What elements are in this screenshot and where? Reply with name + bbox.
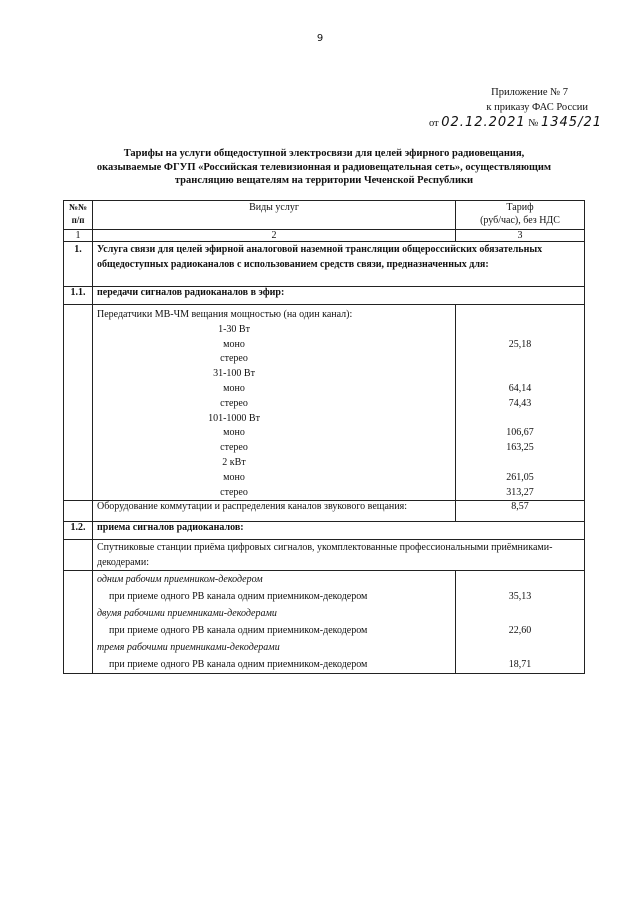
column-number-row: 1 2 3: [64, 230, 585, 242]
receivers-description: одним рабочим приемником-декодером при приеме одного РВ канала одним приемником-декодером двумя рабочими приемниками-декодерами при приеме одного РВ канала одним приемником-декодером тремя рабочими приемниками-декодерами при приеме одного РВ канала одним приемником-декодером: [93, 571, 456, 674]
transmitters-intro: Передатчики МВ-ЧМ вещания мощностью (на один канал):: [97, 309, 353, 320]
title-line-2: оказываемые ФГУП «Российская телевизионная и радиовещательная сеть», осуществляющим: [96, 161, 552, 173]
receivers-row: [64, 571, 585, 674]
receivers-values: 35,13 22,60 18,71: [456, 571, 585, 674]
handwritten-order-number: 1345/21: [540, 115, 602, 130]
document-title: [60, 147, 588, 188]
satellite-row: [64, 540, 585, 571]
equipment-text: Оборудование коммутации и распределения каналов звукового вещания:: [93, 501, 456, 522]
table-header-row: [64, 201, 585, 230]
equipment-row: [64, 501, 585, 522]
header-services: Виды услуг: [93, 201, 456, 230]
satellite-text: Спутниковые станции приёма цифровых сигналов, укомплектованные профессиональными приёмниками-декодерами:: [93, 540, 585, 571]
appendix-date-line: [429, 115, 602, 131]
header-tariff: Тариф (руб/час), без НДС: [456, 201, 585, 230]
section-text: Услуга связи для целей эфирной аналоговой наземной трансляции общероссийских обязательных общедоступных радиоканалов с использованием средств связи, предназначенных для:: [93, 242, 585, 287]
transmitters-row: [64, 305, 585, 501]
appendix-from-label: от: [428, 118, 439, 129]
section-number: 1.: [64, 242, 93, 287]
transmitters-description: Передатчики МВ-ЧМ вещания мощностью (на один канал): 1-30 Вт моно стерео 31-100 Вт моно стерео 101-1000 Вт моно стерео 2 кВт моно стерео: [93, 305, 456, 501]
tariff-table: [63, 200, 585, 674]
section-text: приема сигналов радиоканалов:: [93, 522, 585, 540]
appendix-order-ref: к приказу ФАС России: [486, 102, 588, 113]
section-number: 1.2.: [64, 522, 93, 540]
section-number: 1.1.: [64, 287, 93, 305]
handwritten-date: 02.12.2021: [441, 115, 526, 130]
appendix-block: [429, 85, 602, 131]
transmitters-values: 25,18 64,14 74,43 106,67 163,25 261,05 313,27: [456, 305, 585, 501]
header-number: №№ п/п: [64, 201, 93, 230]
appendix-title: Приложение № 7: [491, 87, 568, 98]
page-number: 9: [316, 33, 324, 44]
number-sign: №: [528, 118, 539, 129]
section-1-1-row: [64, 287, 585, 305]
title-line-3: трансляцию вещателям на территории Чеченской Республики: [174, 175, 474, 186]
title-line-1: Тарифы на услуги общедоступной электросвязи для целей эфирного радиовещания,: [123, 148, 525, 159]
section-1-row: [64, 242, 585, 287]
equipment-value: 8,57: [456, 501, 585, 522]
section-1-2-row: [64, 522, 585, 540]
section-text: передачи сигналов радиоканалов в эфир:: [93, 287, 585, 305]
